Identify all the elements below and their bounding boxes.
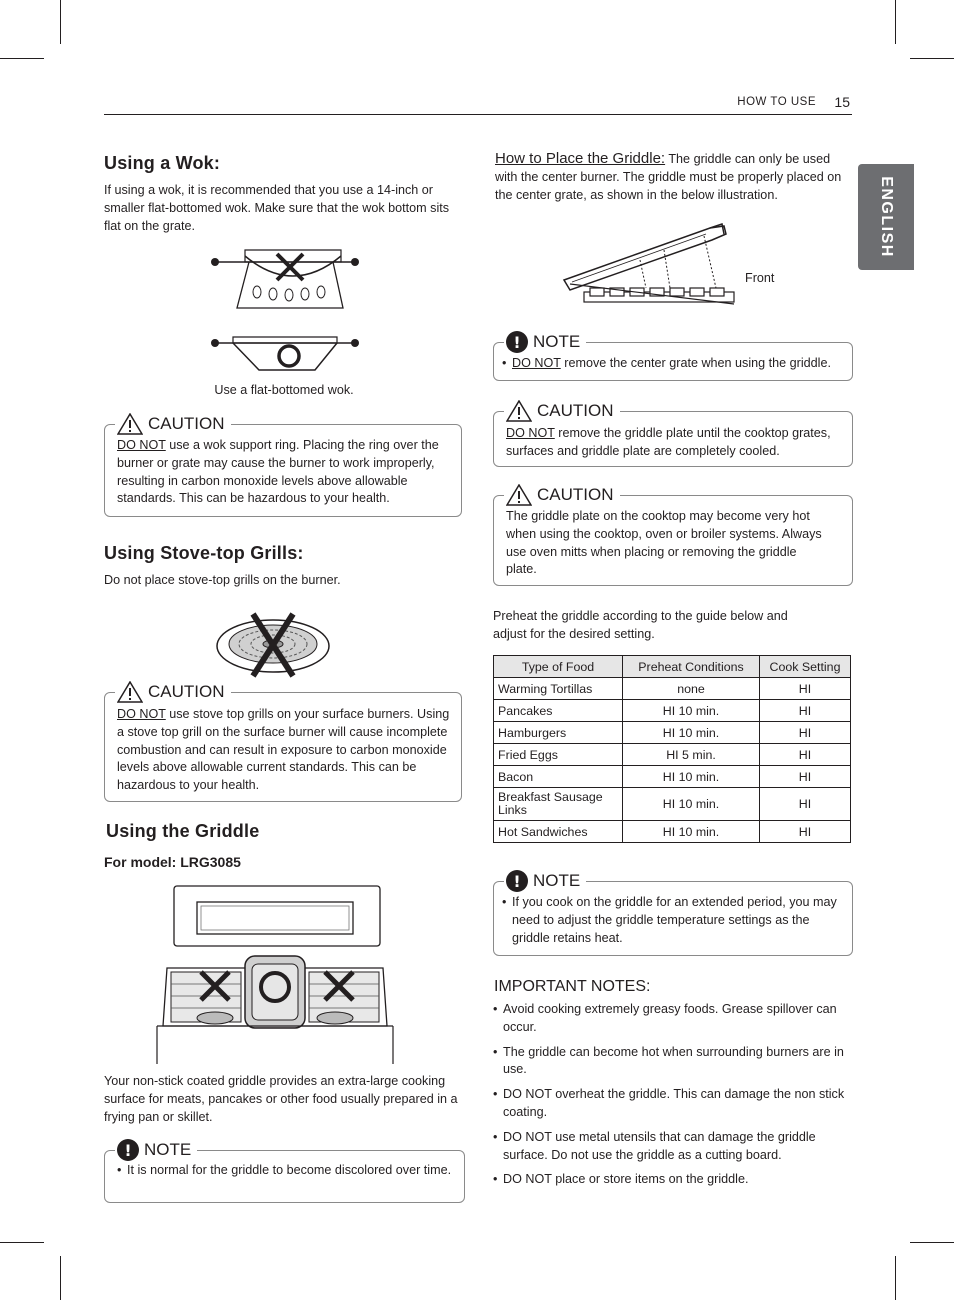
table-cell: none [623, 678, 760, 700]
caution-title: CAUTION [537, 401, 614, 420]
table-header-row [494, 656, 851, 678]
extended-cooking-note-box [493, 871, 853, 956]
note-title: NOTE [533, 332, 581, 351]
table-cell: HI [760, 744, 851, 766]
table-row [494, 821, 851, 843]
caution-heading [115, 680, 231, 704]
note-body: If you cook on the griddle for an extended period, you may need to adjust the griddle temperature settings as the griddle retains heat. [512, 895, 837, 945]
table-cell: Warming Tortillas [494, 678, 623, 700]
griddle-title: Using the Griddle [106, 821, 260, 841]
griddle-model: For model: LRG3085 [104, 854, 241, 870]
warning-icon [117, 681, 143, 703]
preheat-table [493, 655, 851, 843]
list-item [493, 1171, 853, 1189]
note-heading [115, 1138, 197, 1162]
wok-caution-text [117, 437, 451, 508]
caution-heading [504, 399, 620, 423]
table-cell: HI [760, 821, 851, 843]
place-griddle-text-first: The griddle can only be used [665, 152, 831, 166]
bullet-dot: • [493, 1129, 498, 1144]
front-label: Front [745, 271, 775, 285]
list-item [493, 1001, 853, 1037]
note-heading [504, 869, 586, 893]
list-item [493, 1129, 853, 1165]
griddle-note-box [104, 1140, 465, 1203]
table-row [494, 678, 851, 700]
range-griddle-illustration [155, 884, 395, 1066]
do-not-emphasis: DO NOT [506, 426, 555, 440]
note-icon: ! [117, 1139, 139, 1161]
important-notes-title: IMPORTANT NOTES: [494, 978, 651, 995]
important-notes-list [493, 1001, 853, 1189]
griddle-placement-illustration [560, 220, 750, 312]
table-cell: HI 10 min. [623, 766, 760, 788]
stove-grill-illustration [215, 606, 331, 686]
grills-caution-box [104, 682, 462, 802]
do-not-emphasis: DO NOT [512, 356, 561, 370]
list-item-text: DO NOT overheat the griddle. This can damage the non stick coating. [503, 1087, 845, 1119]
bullet-dot: • [493, 1172, 498, 1187]
wok-text: If using a wok, it is recommended that you use a 14-inch or smaller flat-bottomed wok. Make sure that the wok bottom sits flat on the grate. [104, 183, 450, 233]
table-row [494, 788, 851, 821]
bullet-dot: • [502, 895, 507, 909]
table-row [494, 722, 851, 744]
header-section: HOW TO USE [737, 96, 816, 108]
note-body: It is normal for the griddle to become discolored over time. [127, 1163, 452, 1177]
list-item-text: The griddle can become hot when surrounding burners are in use. [503, 1044, 844, 1077]
table-cell: Breakfast Sausage Links [494, 788, 623, 821]
place-griddle-text-rest: with the center burner. The griddle must be properly placed on the center grate, as shown in the below illustration. [495, 169, 842, 202]
griddle-text: Your non-stick coated griddle provides an extra-large cooking surface for meats, pancakes or other food usually prepared in a frying pan or skillet. [104, 1074, 458, 1124]
place-griddle-title: How to Place the Griddle: [495, 150, 666, 167]
table-row [494, 744, 851, 766]
griddle-note-text [117, 1162, 454, 1180]
place-caution2-text: The griddle plate on the cooktop may become very hot when using the cooktop, oven or broiler systems. Always use oven mitts when placing or removing the griddle plate. [506, 509, 822, 577]
column-header: Cook Setting [760, 656, 851, 678]
grills-text: Do not place stove-top grills on the burner. [104, 573, 341, 587]
warning-icon [117, 413, 143, 435]
caution-heading [115, 412, 231, 436]
table-cell: HI [760, 700, 851, 722]
crop-mark [910, 58, 954, 59]
list-item-text: Avoid cooking extremely greasy foods. Grease spillover can occur. [503, 1002, 837, 1034]
note-body: remove the center grate when using the griddle. [560, 356, 831, 370]
caution-title: CAUTION [148, 414, 225, 433]
table-cell: HI [760, 678, 851, 700]
wok-title: Using a Wok: [104, 153, 221, 173]
list-item-text: DO NOT place or store items on the griddle. [503, 1172, 749, 1187]
note-title: NOTE [144, 1140, 192, 1159]
page-number: 15 [834, 94, 850, 110]
table-cell: HI [760, 722, 851, 744]
grills-title: Using Stove-top Grills: [104, 543, 304, 563]
warning-icon [506, 484, 532, 506]
crop-mark [895, 1256, 896, 1300]
bullet-dot: • [493, 1087, 498, 1102]
column-header: Type of Food [494, 656, 623, 678]
place-note-text [502, 355, 842, 373]
table-cell: Bacon [494, 766, 623, 788]
grills-caution-text [117, 706, 451, 795]
do-not-emphasis: DO NOT [117, 707, 166, 721]
table-cell: HI 10 min. [623, 700, 760, 722]
crop-mark [0, 1242, 44, 1243]
table-cell: HI [760, 766, 851, 788]
crop-mark [910, 1242, 954, 1243]
note-icon: ! [506, 331, 528, 353]
table-cell: Hot Sandwiches [494, 821, 623, 843]
list-item [493, 1044, 853, 1080]
do-not-emphasis: DO NOT [117, 438, 166, 452]
caution-body: use a wok support ring. Placing the ring over the burner or grate may cause the burner to work improperly, resulting in carbon monoxide levels above allowable standards. This can be hazardous to your health. [117, 438, 439, 506]
crop-mark [60, 1256, 61, 1300]
table-cell: Fried Eggs [494, 744, 623, 766]
column-header: Preheat Conditions [623, 656, 760, 678]
caution-title: CAUTION [537, 485, 614, 504]
note-icon: ! [506, 870, 528, 892]
bullet-dot: • [493, 1002, 498, 1016]
wok-illustration [205, 240, 365, 378]
note-title: NOTE [533, 871, 581, 890]
table-cell: HI 10 min. [623, 788, 760, 821]
bullet-dot: • [117, 1163, 122, 1177]
bullet-dot: • [493, 1044, 498, 1059]
caution-body: use stove top grills on your surface burners. Using a stove top grill on the surface burner will cause incomplete combustion and can result in exposure to carbon monoxide levels above allowable current standards. This can be hazardous to your health. [117, 707, 450, 793]
list-item-text: DO NOT use metal utensils that can damage the griddle surface. Do not use the griddle as a cutting board. [503, 1129, 816, 1162]
extended-cooking-note-text [502, 894, 838, 947]
table-cell: Pancakes [494, 700, 623, 722]
table-row [494, 700, 851, 722]
wok-caution-box [104, 414, 462, 517]
place-note-box [493, 332, 853, 381]
place-griddle-intro [495, 150, 855, 204]
crop-mark [895, 0, 896, 44]
list-item [493, 1086, 853, 1122]
table-row [494, 766, 851, 788]
place-caution2-box [493, 485, 853, 586]
table-cell: HI 5 min. [623, 744, 760, 766]
table-cell: HI 10 min. [623, 821, 760, 843]
bullet-dot: • [502, 356, 507, 370]
table-cell: HI 10 min. [623, 722, 760, 744]
language-tab-label: ENGLISH [878, 176, 895, 258]
crop-mark [0, 58, 44, 59]
language-tab [858, 164, 914, 270]
table-cell: HI [760, 788, 851, 821]
caution-body: remove the griddle plate until the cooktop grates, surfaces and griddle plate are completely cooled. [506, 426, 831, 458]
wok-caption: Use a flat-bottomed wok. [214, 383, 354, 397]
crop-mark [60, 0, 61, 44]
caution-title: CAUTION [148, 682, 225, 701]
warning-icon [506, 400, 532, 422]
caution-heading [504, 483, 620, 507]
preheat-text: Preheat the griddle according to the guide below and adjust for the desired setting. [493, 609, 788, 641]
note-heading [504, 330, 586, 354]
place-caution1-text [506, 425, 842, 461]
table-cell: Hamburgers [494, 722, 623, 744]
page-header [104, 94, 852, 115]
place-caution1-box [493, 401, 853, 467]
